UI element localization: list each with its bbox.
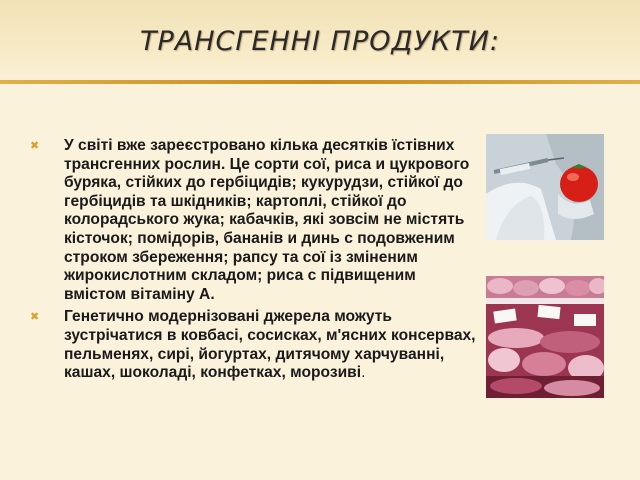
sausage-display-photo bbox=[486, 276, 604, 398]
x-bullet-icon: ✖ bbox=[30, 311, 40, 324]
bullet-tail: . bbox=[361, 364, 366, 382]
bullet-item bbox=[30, 137, 480, 304]
bullet-text bbox=[64, 308, 480, 382]
bullet-text: У світі вже зареєстровано кілька десятків їстівних трансгенних рослин. Це сорти сої, риса и цукрового буряка, стійких до гербіцидів; кукурудзи, стійкої до гербіцидів та шкідників; картоплі, стійкої до колорадського жука; кабачків, які зовсім не містять кісточок; помідорів, бананів и динь с подовженим строком збереження; рапсу та сої із зміненим жирокислотним складом; риса с підвищеним вмістом вітаміну А. bbox=[64, 137, 470, 303]
bullet-body: Генетично модернізовані джерела можуть зустрічатися в ковбасі, сосисках, м'ясних консервах, пельменях, сирі, йогуртах, дитячому харчуванні, кашах, шоколаді, конфетках, морозиві bbox=[64, 308, 476, 382]
bullet-item bbox=[30, 308, 480, 382]
tomato-syringe-photo bbox=[486, 134, 604, 240]
slide-title: ТРАНСГЕННІ ПРОДУКТИ: bbox=[140, 26, 500, 57]
sausage-display-image bbox=[486, 276, 604, 398]
slide-content bbox=[30, 137, 480, 387]
tomato-syringe-image bbox=[486, 134, 604, 240]
title-divider bbox=[0, 80, 640, 84]
x-bullet-icon: ✖ bbox=[30, 140, 40, 152]
